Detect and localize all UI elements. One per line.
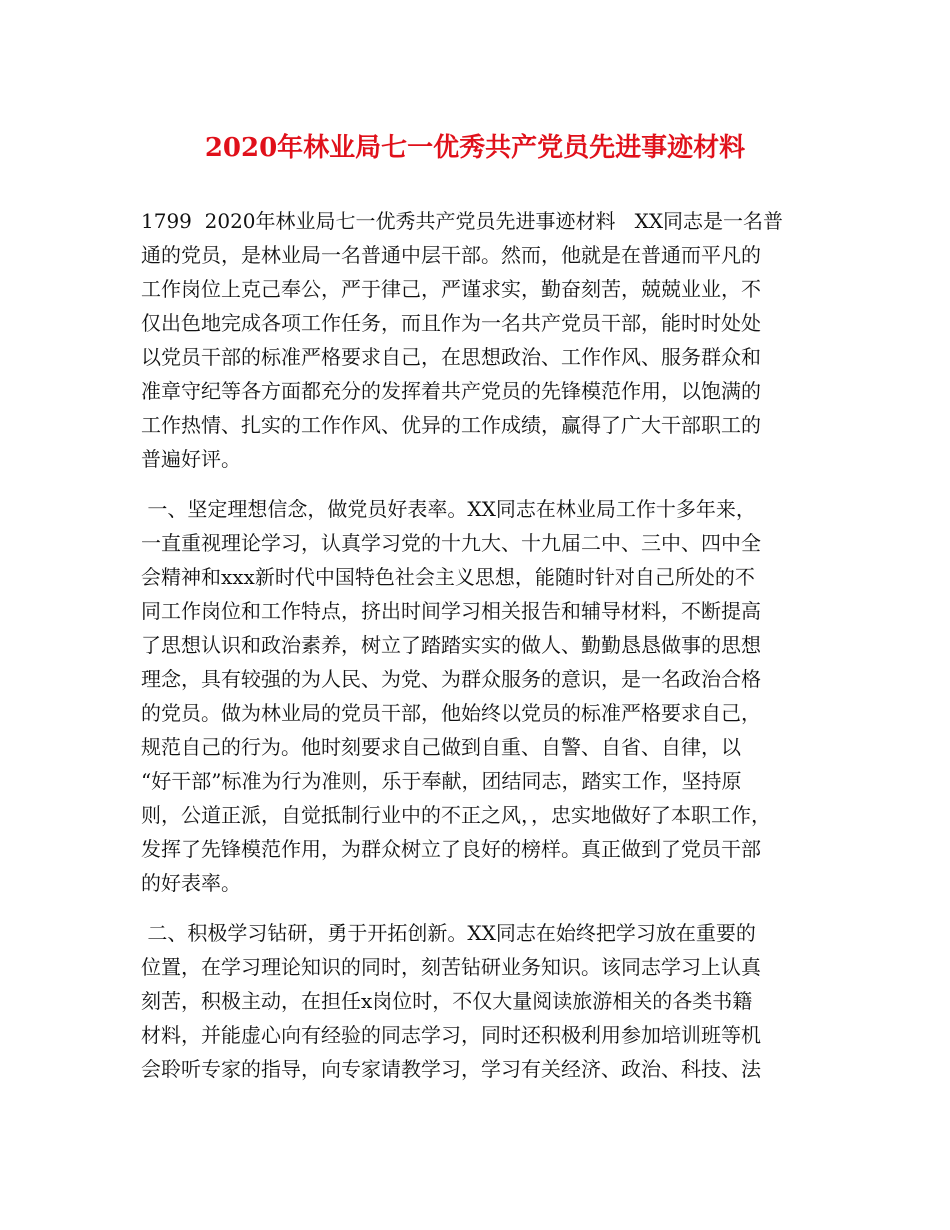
body-line: 发挥了先锋模范作用，为群众树立了良好的榜样。真正做到了党员干部 [141,837,761,861]
body-line: 材料，并能虚心向有经验的同志学习，同时还积极利用参加培训班等机 [141,1023,761,1047]
body-line: 的党员。做为林业局的党员干部，他始终以党员的标准严格要求自己， [141,701,761,725]
body-line: 会精神和xxx新时代中国特色社会主义思想，能随时针对自己所处的不 [141,565,755,589]
body-line: 工作热情、扎实的工作作风、优异的工作成绩，赢得了广大干部职工的 [141,413,761,437]
body-line: 普遍好评。 [141,447,241,471]
body-line: 1799 2020年林业局七一优秀共产党员先进事迹材料 XX同志是一名普 [141,209,784,233]
body-line: 同工作岗位和工作特点，挤出时间学习相关报告和辅导材料，不断提高 [141,599,761,623]
body-line: 以党员干部的标准严格要求自己，在思想政治、工作作风、服务群众和 [141,345,761,369]
document-title: 2020年林业局七一优秀共产党员先进事迹材料 [204,133,746,163]
body-line: 理念，具有较强的为人民、为党、为群众服务的意识，是一名政治合格 [141,667,761,691]
body-line: 准章守纪等各方面都充分的发挥着共产党员的先锋模范作用，以饱满的 [141,379,761,403]
body-line: 一直重视理论学习，认真学习党的十九大、十九届二中、三中、四中全 [141,531,761,555]
body-line: 通的党员，是林业局一名普通中层干部。然而，他就是在普通而平凡的 [141,243,761,267]
body-line: “好干部”标准为行为准则，乐于奉献，团结同志，踏实工作，坚持原 [141,769,742,793]
body-line: 规范自己的行为。他时刻要求自己做到自重、自警、自省、自律，以 [141,735,741,759]
body-line: 仅出色地完成各项工作任务，而且作为一名共产党员干部，能时时处处 [141,311,761,335]
body-line: 了思想认识和政治素养，树立了踏踏实实的做人、勤勤恳恳做事的思想 [141,633,761,657]
body-line: 的好表率。 [141,871,241,895]
body-line: 会聆听专家的指导，向专家请教学习，学习有关经济、政治、科技、法 [141,1057,761,1081]
body-line: 二、积极学习钻研，勇于开拓创新。XX同志在始终把学习放在重要的 [141,921,756,945]
body-line: 则，公道正派，自觉抵制行业中的不正之风，，忠实地做好了本职工作， [141,803,771,827]
body-line: 工作岗位上克己奉公，严于律己，严谨求实，勤奋刻苦，兢兢业业，不 [141,277,761,301]
body-line: 刻苦，积极主动，在担任x岗位时，不仅大量阅读旅游相关的各类书籍 [141,989,753,1013]
body-line: 位置，在学习理论知识的同时，刻苦钻研业务知识。该同志学习上认真 [141,955,761,979]
body-line: 一、坚定理想信念，做党员好表率。XX同志在林业局工作十多年来， [141,497,756,521]
